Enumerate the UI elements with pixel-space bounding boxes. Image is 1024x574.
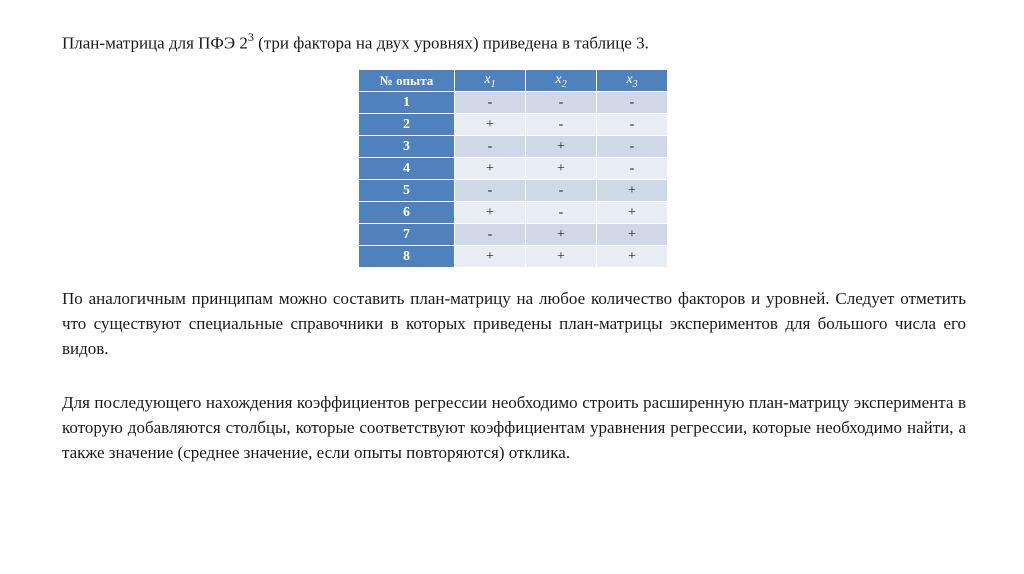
row-number: 6 xyxy=(359,202,455,224)
header-x2 xyxy=(526,70,597,92)
paragraph-extended-matrix: Для последующего нахождения коэффициентов регрессии необходимо строить расширенную план-матрицу эксперимента в которую добавляются столбцы, которые соответствуют коэффициентам уравнения регрессии, которые необходимо найти, а также значение (среднее значение, если опыты повторяются) отклика. xyxy=(62,393,966,462)
cell-x3: + xyxy=(597,180,668,202)
header-x1 xyxy=(455,70,526,92)
cell-x3: - xyxy=(597,114,668,136)
cell-x3: + xyxy=(597,246,668,268)
row-number: 1 xyxy=(359,92,455,114)
cell-x2: - xyxy=(526,114,597,136)
row-number: 7 xyxy=(359,224,455,246)
header-x3 xyxy=(597,70,668,92)
table-row xyxy=(359,114,668,136)
cell-x3: - xyxy=(597,92,668,114)
table-row xyxy=(359,92,668,114)
cell-x1: + xyxy=(455,202,526,224)
table-row xyxy=(359,202,668,224)
row-number: 5 xyxy=(359,180,455,202)
intro-sentence xyxy=(62,27,649,55)
cell-x1: + xyxy=(455,246,526,268)
intro-text-after: (три фактора на двух уровнях) приведена в таблице 3. xyxy=(253,33,649,53)
cell-x1: - xyxy=(455,136,526,158)
cell-x1: - xyxy=(455,92,526,114)
cell-x3: - xyxy=(597,136,668,158)
table-header-row xyxy=(359,70,668,92)
table-row xyxy=(359,158,668,180)
intro-text-before: План-матрица для ПФЭ 2 xyxy=(62,33,248,53)
cell-x2: + xyxy=(526,224,597,246)
cell-x2: + xyxy=(526,158,597,180)
row-number: 8 xyxy=(359,246,455,268)
intro-exponent: 3 xyxy=(247,30,254,44)
cell-x1: - xyxy=(455,180,526,202)
cell-x2: + xyxy=(526,246,597,268)
cell-x1: - xyxy=(455,224,526,246)
header-x2-var: x xyxy=(555,71,562,87)
cell-x1: + xyxy=(455,158,526,180)
cell-x3: + xyxy=(597,202,668,224)
table-row xyxy=(359,224,668,246)
table-row xyxy=(359,180,668,202)
plan-matrix-table xyxy=(358,69,668,268)
paragraph-analogous-principles: По аналогичным принципам можно составить план-матрицу на любое количество факторов и уровней. Следует отметить что существуют специальные справочники в которых приведены план-матрицы экспериментов для большого числа его видов. xyxy=(62,289,966,358)
header-x3-sub: 3 xyxy=(632,78,638,90)
cell-x3: + xyxy=(597,224,668,246)
row-number: 2 xyxy=(359,114,455,136)
cell-x2: - xyxy=(526,202,597,224)
header-experiment-number: № опыта xyxy=(359,70,455,92)
header-x3-var: x xyxy=(626,71,633,87)
row-number: 4 xyxy=(359,158,455,180)
table-row xyxy=(359,136,668,158)
cell-x2: - xyxy=(526,180,597,202)
row-number: 3 xyxy=(359,136,455,158)
header-x1-var: x xyxy=(484,71,491,87)
cell-x3: - xyxy=(597,158,668,180)
header-x2-sub: 2 xyxy=(561,78,567,90)
table-row xyxy=(359,246,668,268)
cell-x2: - xyxy=(526,92,597,114)
cell-x1: + xyxy=(455,114,526,136)
cell-x2: + xyxy=(526,136,597,158)
header-x1-sub: 1 xyxy=(490,78,496,90)
